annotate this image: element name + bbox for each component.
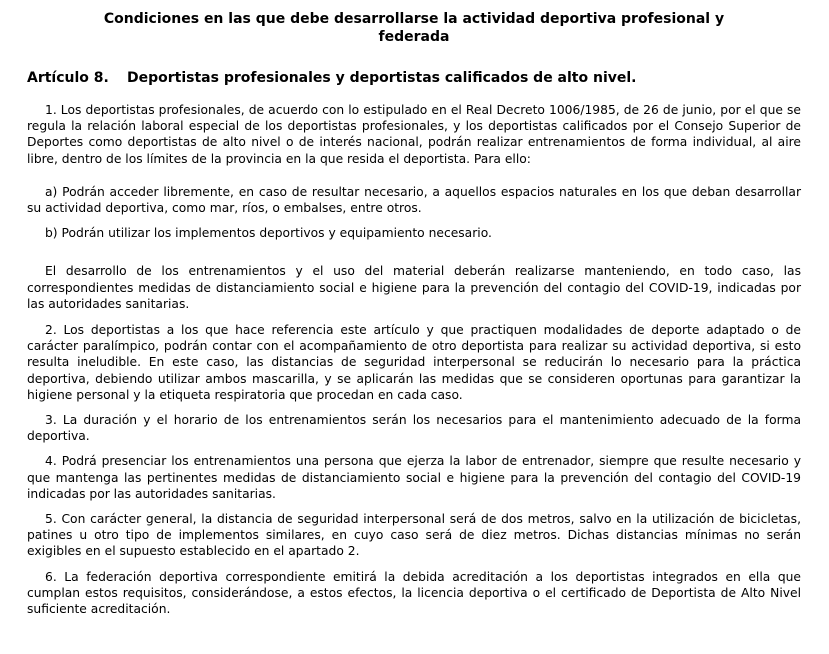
paragraph-1: 1. Los deportistas profesionales, de acuerdo con lo estipulado en el Real Decreto 1006/1985, de 26 de junio, por el que se regula la relación laboral especial de los deportistas profesionales, y los deportistas calificados por el Consejo Superior de Deportes como deportistas de alto nivel o de interés nacional, podrán realizar entrenamientos de forma individual, al aire libre, dentro de los límites de la provincia en la que resida el deportista. Para ello:	[27, 103, 801, 166]
paragraph-6: 6. La federación deportiva correspondiente emitirá la debida acreditación a los deportistas integrados en ella que cumplan estos requisitos, considerándose, a estos efectos, la licencia deportiva o el certificado de Deportista de Alto Nivel suficiente acreditación.	[27, 569, 801, 617]
article-heading	[27, 69, 801, 87]
document-page	[0, 10, 829, 654]
paragraph-1b: b) Podrán utilizar los implementos deportivos y equipamiento necesario.	[45, 226, 492, 241]
paragraph-1-closing: El desarrollo de los entrenamientos y el uso del material deberán realizarse manteniendo, en todo caso, las correspondientes medidas de distanciamiento social e higiene para la prevención del contagio del COVID-19, indicadas por las autoridades sanitarias.	[27, 264, 801, 311]
paragraph-1a: a) Podrán acceder libremente, en caso de resultar necesario, a aquellos espacios naturales en los que deban desarrollar su actividad deportiva, como mar, ríos, o embalses, entre otros.	[27, 184, 801, 216]
paragraph-3: 3. La duración y el horario de los entrenamientos serán los necesarios para el mantenimiento adecuado de la forma deportiva.	[27, 413, 801, 444]
paragraph-2: 2. Los deportistas a los que hace referencia este artículo y que practiquen modalidades de deporte adaptado o de carácter paralímpico, podrán contar con el acompañamiento de otro deportista para realizar su actividad deportiva, si esto resulta ineludible. En este caso, las distancias de seguridad interpersonal se reducirán lo necesario para la práctica deportiva, debiendo utilizar ambos mascarilla, y se aplicarán las medidas que se consideren oportunas para garantizar la higiene personal y la etiqueta respiratoria que procedan en cada caso.	[27, 323, 801, 402]
document-heading: Condiciones en las que debe desarrollarse la actividad deportiva profesional y federada	[103, 11, 725, 45]
paragraph-5: 5. Con carácter general, la distancia de seguridad interpersonal será de dos metros, salvo en la utilización de bicicletas, patines u otro tipo de implementos similares, en cuyo caso será de diez metros. Dichas distancias mínimas no serán exigibles en el supuesto establecido en el apartado 2.	[27, 512, 801, 559]
article-title: Deportistas profesionales y deportistas calificados de alto nivel.	[127, 70, 637, 86]
paragraph-4: 4. Podrá presenciar los entrenamientos una persona que ejerza la labor de entrenador, siempre que resulte necesario y que mantenga las pertinentes medidas de distanciamiento social e higiene para la prevención del contagio del COVID-19 indicadas por las autoridades sanitarias.	[27, 454, 801, 501]
article-number: Artículo 8.	[27, 70, 109, 86]
